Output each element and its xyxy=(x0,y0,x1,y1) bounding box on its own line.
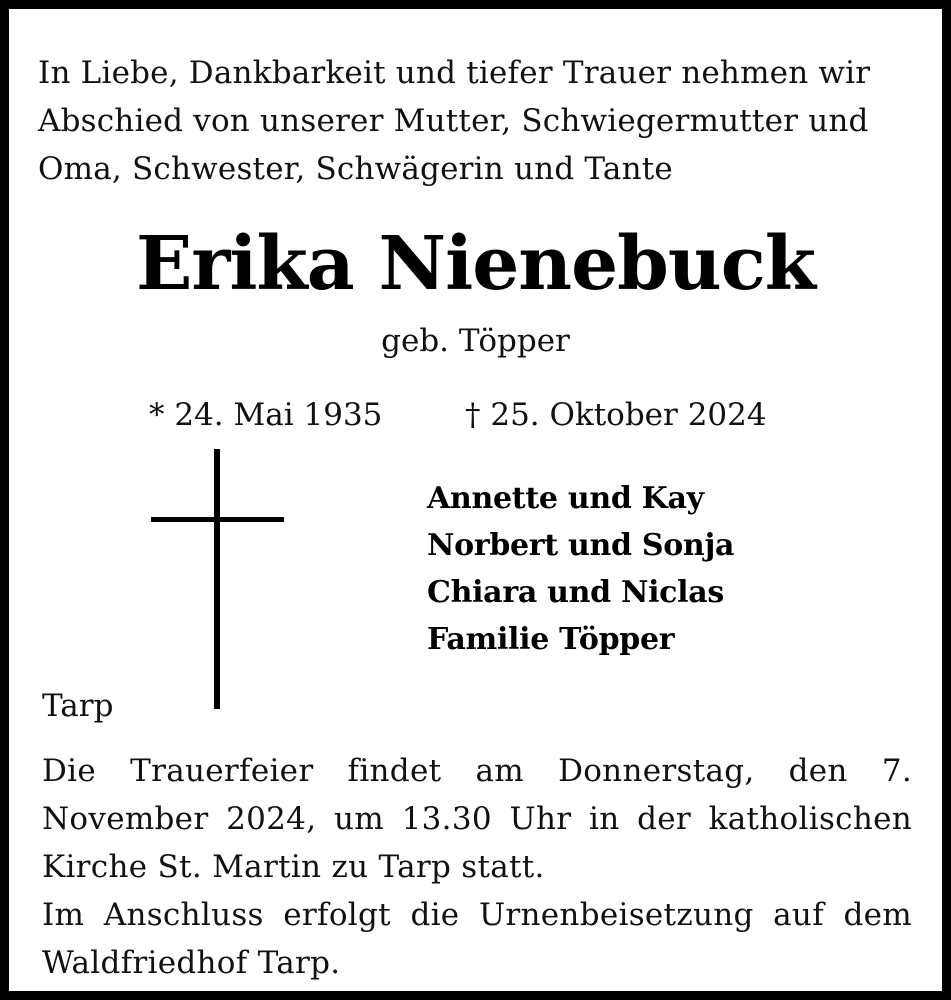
cross-horizontal-bar xyxy=(151,517,284,522)
mourner-item: Familie Töpper xyxy=(427,622,675,657)
intro-text: In Liebe, Dankbarkeit und tiefer Trauer nehmen wir Abschied von unserer Mutter, Schwiegermutter und Oma, Schwester, Schwägerin und Tante xyxy=(38,55,871,187)
mourner-item: Norbert und Sonja xyxy=(427,528,735,563)
maiden-name: geb. Töpper xyxy=(381,323,570,359)
deceased-name: Erika Nienebuck xyxy=(135,221,816,307)
funeral-service-text: Die Trauerfeier findet am Donnerstag, den 7. November 2024, um 13.30 Uhr in der katholischen Kirche St. Martin zu Tarp statt. xyxy=(42,753,912,885)
burial-text: Im Anschluss erfolgt die Urnenbeisetzung auf dem Waldfriedhof Tarp. xyxy=(42,897,912,981)
birth-date: * 24. Mai 1935 xyxy=(149,397,383,433)
mourner-item: Annette und Kay xyxy=(427,481,704,516)
death-date: † 25. Oktober 2024 xyxy=(465,397,767,433)
place-name: Tarp xyxy=(42,688,114,724)
cross-vertical-bar xyxy=(214,449,220,709)
mourners-list xyxy=(427,475,734,663)
mourner-item: Chiara und Niclas xyxy=(427,575,724,610)
